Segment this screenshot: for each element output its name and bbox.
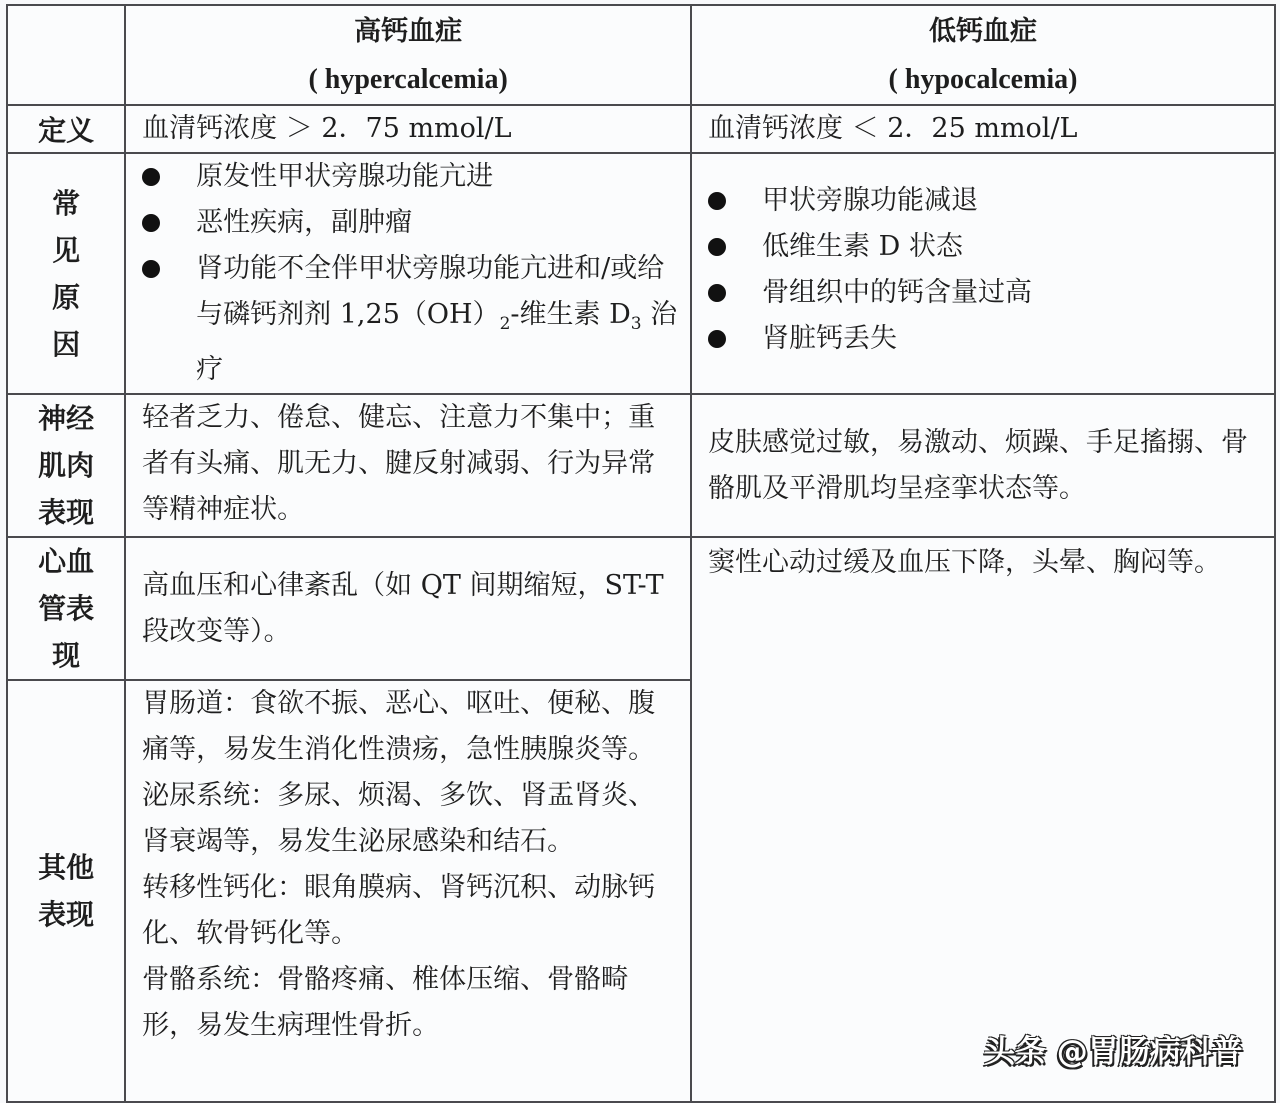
- cardiovascular-hyper: 高血压和心律紊乱（如 QT 间期缩短，ST-T 段改变等）。: [125, 537, 691, 680]
- gi-paragraph: 胃肠道：食欲不振、恶心、呕吐、便秘、腹痛等，易发生消化性溃疡，急性胰腺炎等。: [142, 688, 656, 765]
- other-label: 其他 表现: [7, 680, 125, 1102]
- bullet-icon: [142, 168, 160, 186]
- calcium-comparison-table: [6, 4, 1276, 1103]
- list-item: 肾脏钙丢失: [700, 316, 1262, 362]
- causes-hypo: [691, 153, 1275, 394]
- cardiovascular-hypo: 窦性心动过缓及血压下降，头晕、胸闷等。: [691, 537, 1275, 1102]
- urinary-paragraph: 泌尿系统：多尿、烦渴、多饮、肾盂肾炎、肾衰竭等，易发生泌尿感染和结石。: [142, 780, 656, 857]
- header-row: [7, 5, 1275, 105]
- hypo-title: 低钙血症: [929, 16, 1038, 47]
- hyper-causes-list: [134, 154, 678, 393]
- list-item: 甲状旁腺功能减退: [700, 178, 1262, 224]
- hypo-english: ( hypocalcemia): [888, 64, 1078, 95]
- bullet-icon: [708, 284, 726, 302]
- list-item: 骨组织中的钙含量过高: [700, 270, 1262, 316]
- definition-label: 定义: [7, 105, 125, 153]
- cardiovascular-row: [7, 537, 1275, 680]
- calcification-paragraph: 转移性钙化：眼角膜病、肾钙沉积、动脉钙化、软骨钙化等。: [142, 872, 656, 949]
- definition-row: [7, 105, 1275, 153]
- bullet-icon: [142, 214, 160, 232]
- neuromuscular-hypo: 皮肤感觉过敏，易激动、烦躁、手足搐搦、骨骼肌及平滑肌均呈痉挛状态等。: [691, 394, 1275, 537]
- hyper-title: 高钙血症: [354, 16, 463, 47]
- causes-row: [7, 153, 1275, 394]
- hypo-causes-list: [700, 178, 1262, 362]
- header-hypercalcemia: [125, 5, 691, 105]
- neuromuscular-hyper: 轻者乏力、倦怠、健忘、注意力不集中；重者有头痛、肌无力、腱反射减弱、行为异常等精神症状。: [125, 394, 691, 537]
- causes-hyper: [125, 153, 691, 394]
- list-item: 原发性甲状旁腺功能亢进: [134, 154, 678, 200]
- list-item: 肾功能不全伴甲状旁腺功能亢进和/或给与磷钙剂剂 $1,25(OH)_2-$维生素 $D_3$ 治疗: [134, 246, 678, 393]
- definition-hyper: 血清钙浓度 ＞ 2．75 mmol/L: [125, 105, 691, 153]
- list-item: 低维生素 D 状态: [700, 224, 1262, 270]
- causes-label: 常 见 原 因: [7, 153, 125, 394]
- cardiovascular-label: 心血 管表 现: [7, 537, 125, 680]
- bullet-icon: [708, 192, 726, 210]
- hyper-english: ( hypercalcemia): [308, 64, 508, 95]
- header-hypocalcemia: [691, 5, 1275, 105]
- corner-cell: [7, 5, 125, 105]
- definition-hypo: 血清钙浓度 ＜ 2．25 mmol/L: [691, 105, 1275, 153]
- skeletal-paragraph: 骨骼系统：骨骼疼痛、椎体压缩、骨骼畸形，易发生病理性骨折。: [142, 964, 629, 1041]
- other-hyper: [125, 680, 691, 1102]
- neuromuscular-row: [7, 394, 1275, 537]
- bullet-icon: [708, 238, 726, 256]
- bullet-icon: [142, 260, 160, 278]
- list-item: 恶性疾病，副肿瘤: [134, 200, 678, 246]
- watermark: 头条 @胃肠病科普: [984, 1034, 1243, 1070]
- neuromuscular-label: 神经 肌肉 表现: [7, 394, 125, 537]
- bullet-icon: [708, 330, 726, 348]
